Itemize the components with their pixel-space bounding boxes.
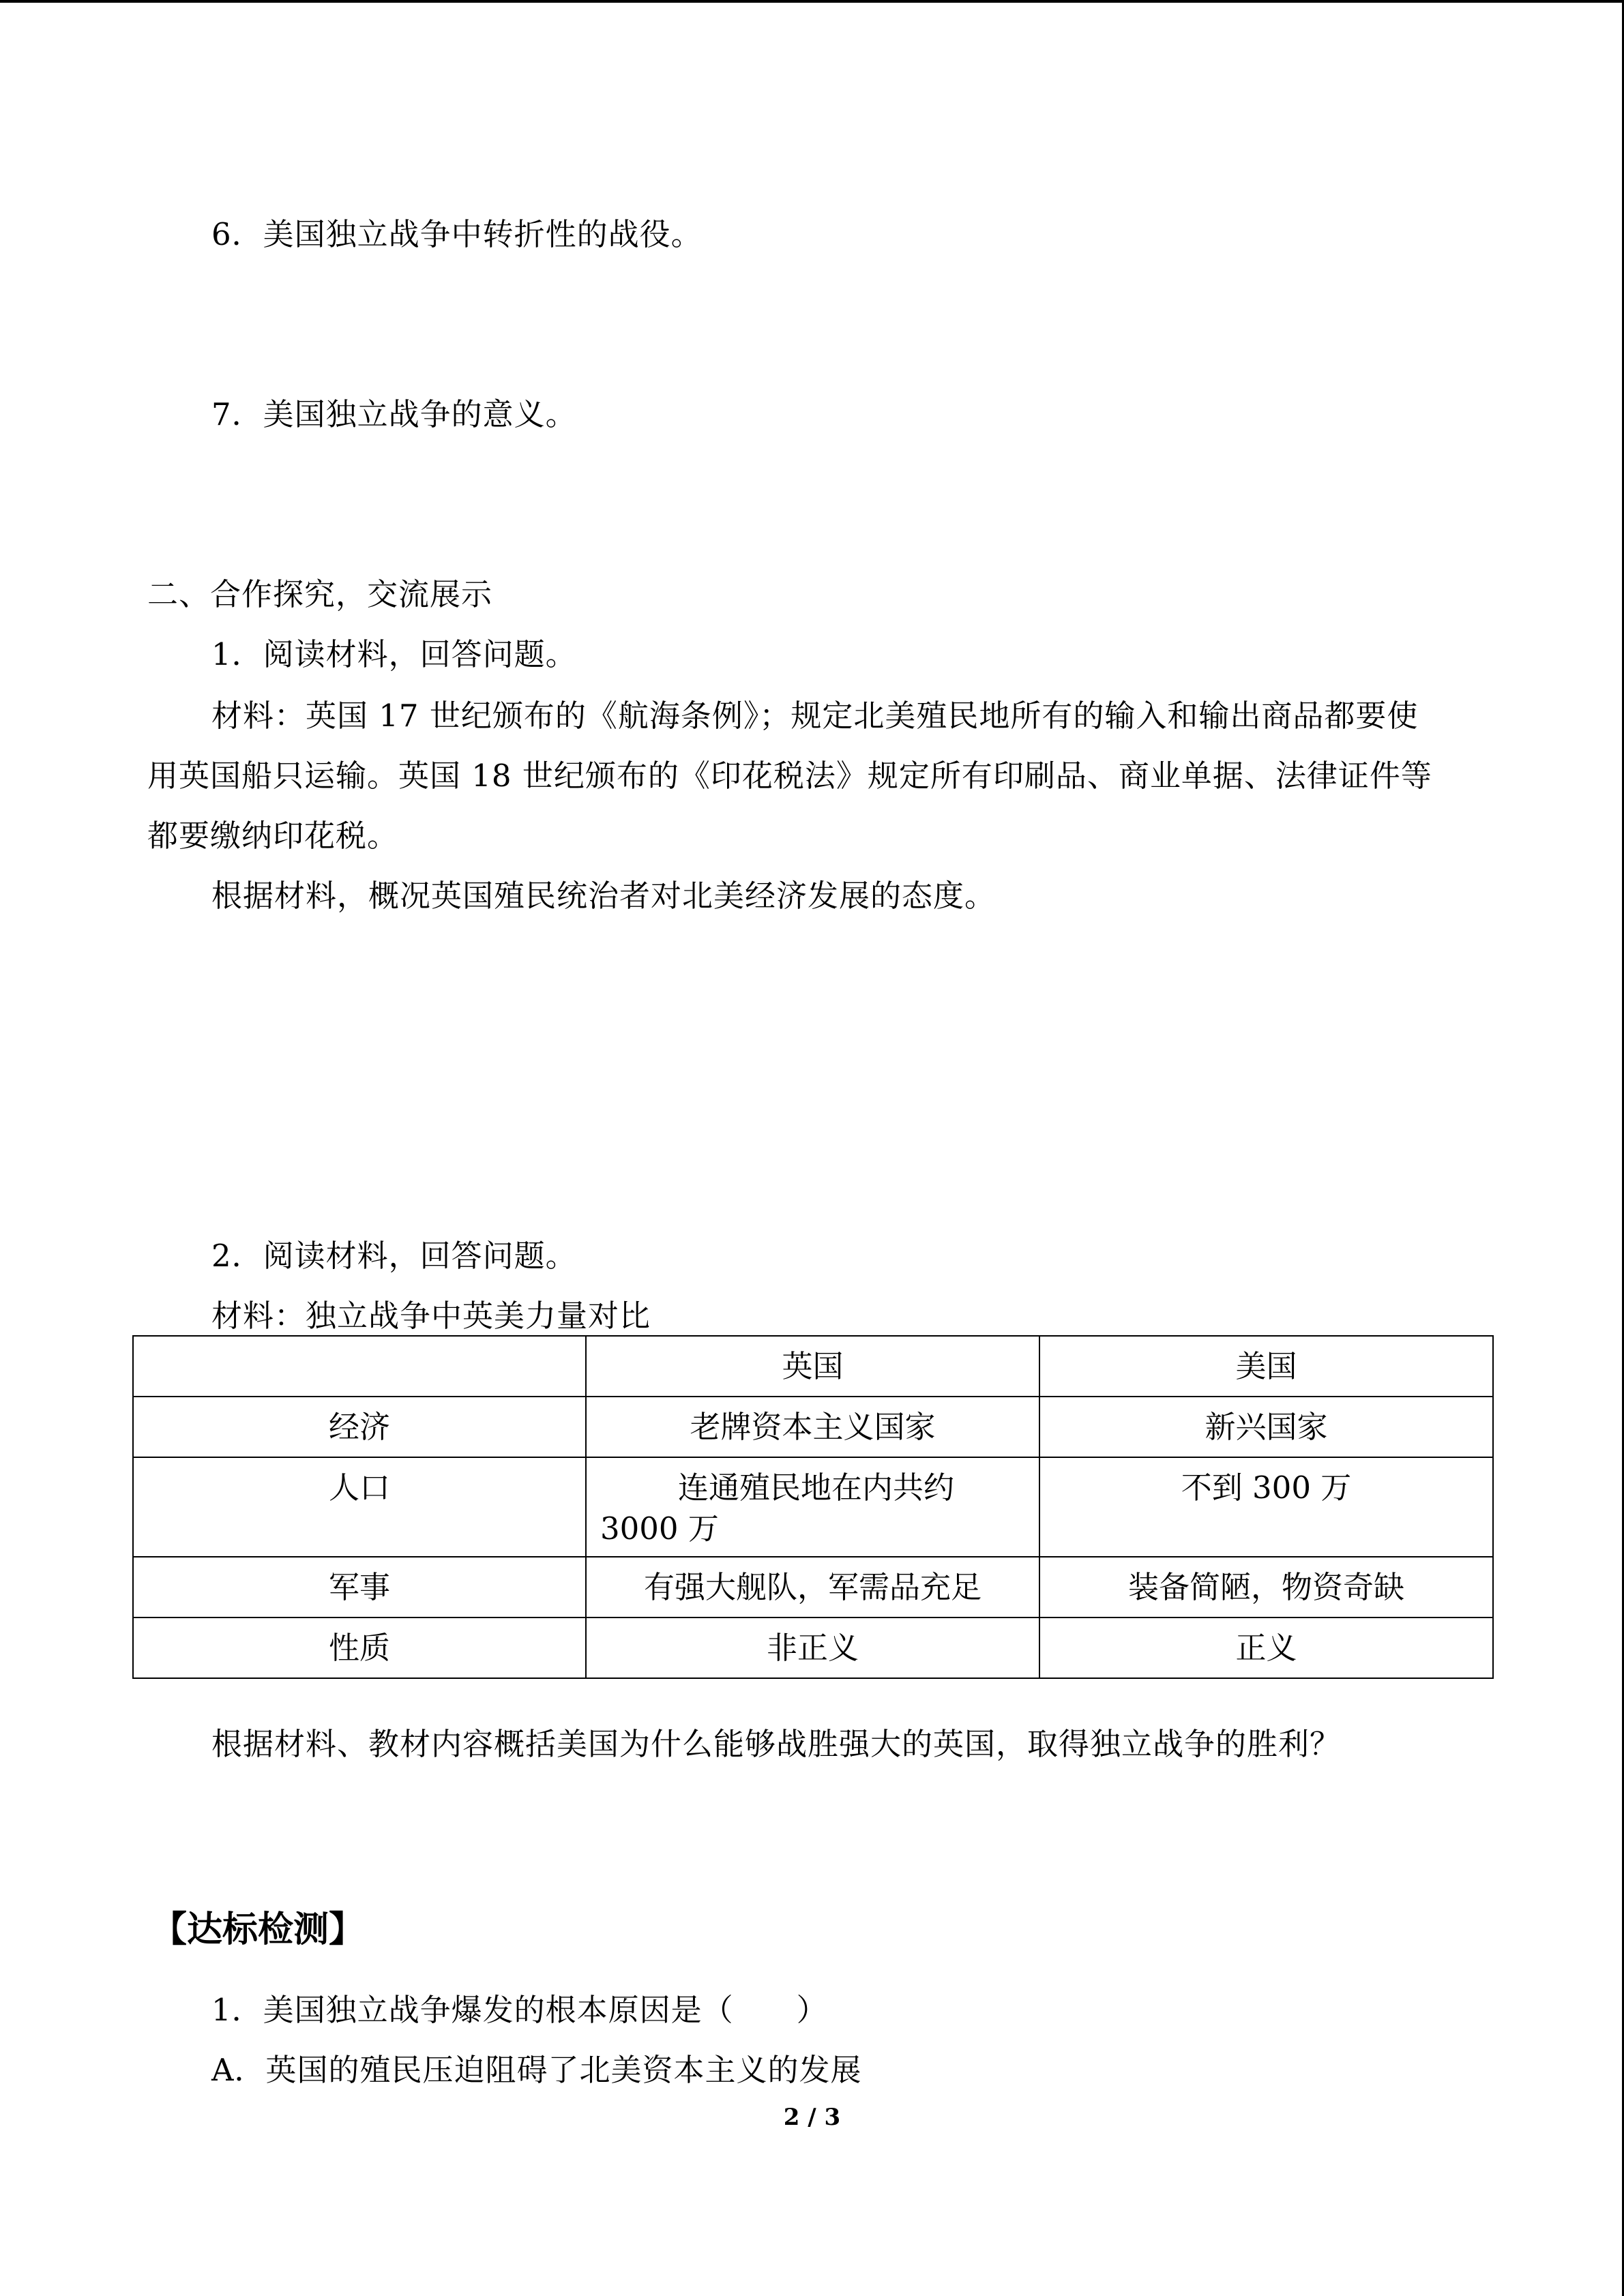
table-header-cell: 英国 [586, 1336, 1039, 1397]
table-row [133, 1457, 1493, 1557]
exercise-2-title: 2．阅读材料，回答问题。 [211, 1238, 577, 1274]
table-row [133, 1397, 1493, 1457]
exercise-2-question: 根据材料、教材内容概括美国为什么能够战胜强大的英国，取得独立战争的胜利？ [211, 1726, 1342, 1762]
section-heading-2: 二、合作探究，交流展示 [147, 576, 493, 612]
comparison-table [132, 1335, 1494, 1679]
table-cell: 人口 [133, 1457, 586, 1557]
table-cell: 有强大舰队，军需品充足 [586, 1557, 1039, 1617]
table-cell-line: 3000 万 [600, 1510, 719, 1547]
table-header-row [133, 1336, 1493, 1397]
table-row [133, 1617, 1493, 1678]
table-cell: 非正义 [586, 1617, 1039, 1678]
assessment-heading: 【达标检测】 [151, 1909, 365, 1950]
table-cell: 装备简陋，物资奇缺 [1039, 1557, 1493, 1617]
table-cell: 经济 [133, 1397, 586, 1457]
exercise-1-material-line-3: 都要缴纳印花税。 [147, 818, 399, 854]
table-header-cell [133, 1336, 586, 1397]
table-cell: 正义 [1039, 1617, 1493, 1678]
table-cell: 新兴国家 [1039, 1397, 1493, 1457]
table-cell-line: 连通殖民地在内共约 [677, 1470, 954, 1506]
exercise-2-material: 材料：独立战争中英美力量对比 [211, 1298, 651, 1334]
page-border-top [0, 0, 1624, 3]
table-cell [586, 1457, 1039, 1557]
test-question-1-option-a: A．英国的殖民压迫阻碍了北美资本主义的发展 [211, 2052, 862, 2088]
test-question-1: 1．美国独立战争爆发的根本原因是（ ） [211, 1992, 828, 2028]
exercise-1-material-line-2: 用英国船只运输。英国 18 世纪颁布的《印花税法》规定所有印刷品、商业单据、法律证件等 [147, 758, 1432, 794]
question-7: 7．美国独立战争的意义。 [211, 396, 577, 432]
table-header-cell: 美国 [1039, 1336, 1493, 1397]
exercise-1-question: 根据材料，概况英国殖民统治者对北美经济发展的态度。 [211, 878, 996, 914]
table-cell: 老牌资本主义国家 [586, 1397, 1039, 1457]
page-number: 2 / 3 [783, 2104, 841, 2131]
exercise-1-title: 1．阅读材料，回答问题。 [211, 636, 577, 672]
table-row [133, 1557, 1493, 1617]
table-cell: 不到 300 万 [1039, 1457, 1493, 1557]
table-cell: 军事 [133, 1557, 586, 1617]
table-cell: 性质 [133, 1617, 586, 1678]
question-6: 6．美国独立战争中转折性的战役。 [211, 216, 703, 252]
exercise-1-material-line-1: 材料：英国 17 世纪颁布的《航海条例》；规定北美殖民地所有的输入和输出商品都要使 [211, 698, 1419, 734]
